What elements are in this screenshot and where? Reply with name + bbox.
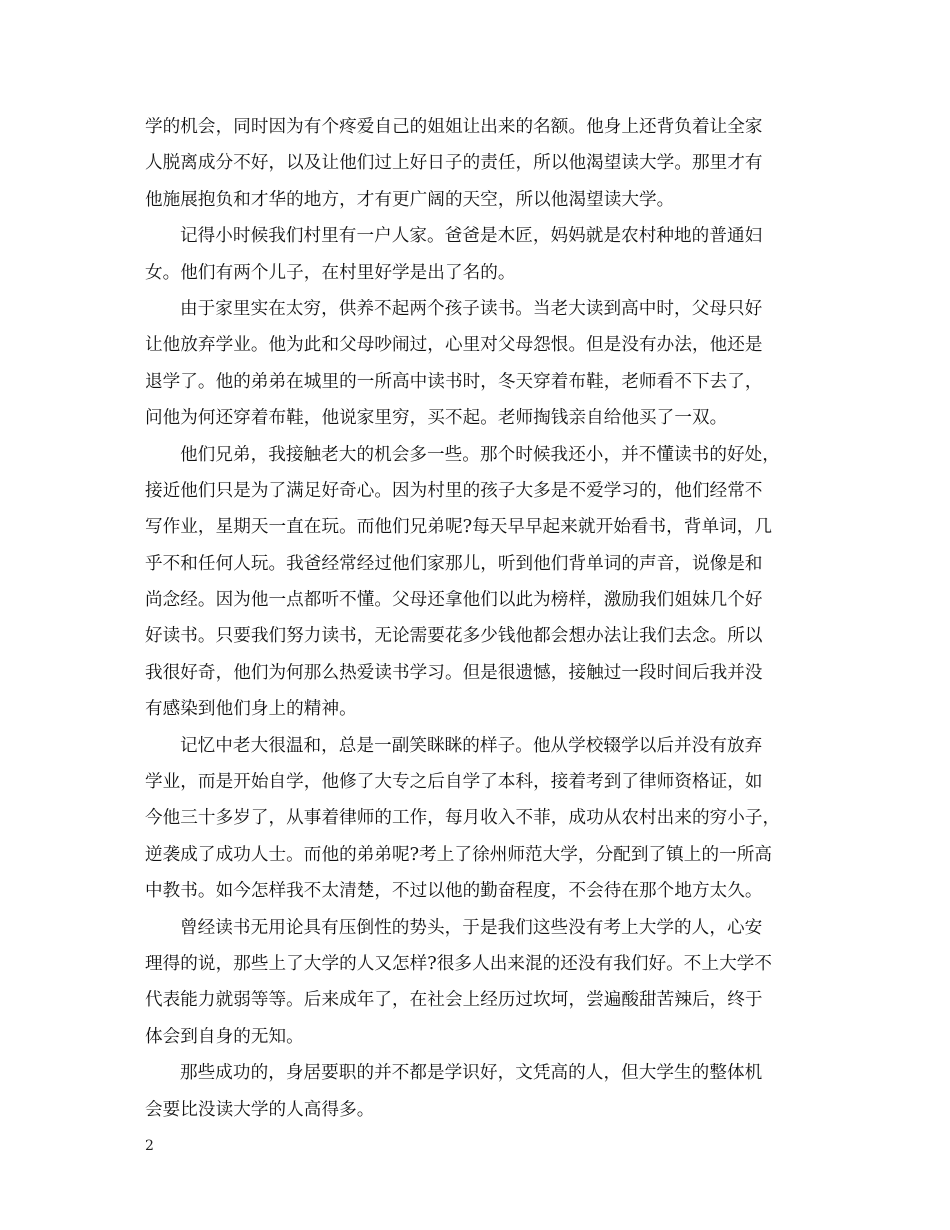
text-line: 体会到自身的无知。 — [145, 1026, 304, 1047]
text-line: 由于家里实在太穷，供养不起两个孩子读书。当老大读到高中时，父母只好 — [180, 298, 763, 319]
text-line: 记得小时候我们村里有一户人家。爸爸是木匠，妈妈就是农村种地的普通妇 — [180, 226, 763, 247]
page-number: 2 — [145, 1138, 154, 1154]
document-body — [145, 109, 815, 1128]
paragraph-7 — [145, 1055, 815, 1128]
text-line: 今他三十多岁了，从事着律师的工作，每月收入不菲，成功从农村出来的穷小子， — [145, 808, 781, 829]
paragraph-4 — [145, 437, 815, 728]
paragraph-1 — [145, 109, 815, 218]
text-line: 退学了。他的弟弟在城里的一所高中读书时，冬天穿着布鞋，老师看不下去了， — [145, 371, 763, 392]
text-line: 记忆中老大很温和，总是一副笑眯眯的样子。他从学校辍学以后并没有放弃 — [180, 735, 763, 756]
paragraph-6 — [145, 910, 815, 1056]
text-line: 我很好奇，他们为何那么热爱读书学习。但是很遗憾，接触过一段时间后我并没 — [145, 662, 763, 683]
text-line: 理得的说，那些上了大学的人又怎样?很多人出来混的还没有我们好。不上大学不 — [145, 953, 773, 974]
text-line: 逆袭成了成功人士。而他的弟弟呢?考上了徐州师范大学，分配到了镇上的一所高 — [145, 844, 773, 865]
text-line: 写作业，星期天一直在玩。而他们兄弟呢?每天早早起来就开始看书，背单词，几 — [145, 517, 773, 538]
text-line: 人脱离成分不好，以及让他们过上好日子的责任，所以他渴望读大学。那里才有 — [145, 153, 763, 174]
paragraph-3 — [145, 291, 815, 437]
text-line: 他们兄弟，我接触老大的机会多一些。那个时候我还小，并不懂读书的好处， — [180, 444, 780, 465]
text-line: 好读书。只要我们努力读书，无论需要花多少钱他都会想办法让我们去念。所以 — [145, 626, 763, 647]
paragraph-2 — [145, 218, 815, 291]
text-line: 会要比没读大学的人高得多。 — [145, 1099, 375, 1120]
text-line: 有感染到他们身上的精神。 — [145, 699, 357, 720]
text-line: 让他放弃学业。他为此和父母吵闹过，心里对父母怨恨。但是没有办法，他还是 — [145, 335, 763, 356]
text-line: 那些成功的，身居要职的并不都是学识好，文凭高的人，但大学生的整体机 — [180, 1063, 763, 1084]
text-line: 尚念经。因为他一点都听不懂。父母还拿他们以此为榜样，激励我们姐妹几个好 — [145, 590, 763, 611]
text-line: 学业，而是开始自学，他修了大专之后自学了本科，接着考到了律师资格证，如 — [145, 772, 763, 793]
text-line: 女。他们有两个儿子，在村里好学是出了名的。 — [145, 262, 516, 283]
text-line: 他施展抱负和才华的地方，才有更广阔的天空，所以他渴望读大学。 — [145, 189, 675, 210]
text-line: 学的机会，同时因为有个疼爱自己的姐姐让出来的名额。他身上还背负着让全家 — [145, 117, 763, 137]
text-line: 代表能力就弱等等。后来成年了，在社会上经历过坎坷，尝遍酸甜苦辣后，终于 — [145, 990, 763, 1011]
paragraph-5 — [145, 728, 815, 910]
text-line: 问他为何还穿着布鞋，他说家里穷，买不起。老师掏钱亲自给他买了一双。 — [145, 408, 728, 429]
text-line: 中教书。如今怎样我不太清楚，不过以他的勤奋程度，不会待在那个地方太久。 — [145, 881, 763, 902]
text-line: 曾经读书无用论具有压倒性的势头，于是我们这些没有考上大学的人，心安 — [180, 917, 763, 938]
text-line: 乎不和任何人玩。我爸经常经过他们家那儿，听到他们背单词的声音，说像是和 — [145, 553, 763, 574]
text-line: 接近他们只是为了满足好奇心。因为村里的孩子大多是不爱学习的，他们经常不 — [145, 480, 763, 501]
